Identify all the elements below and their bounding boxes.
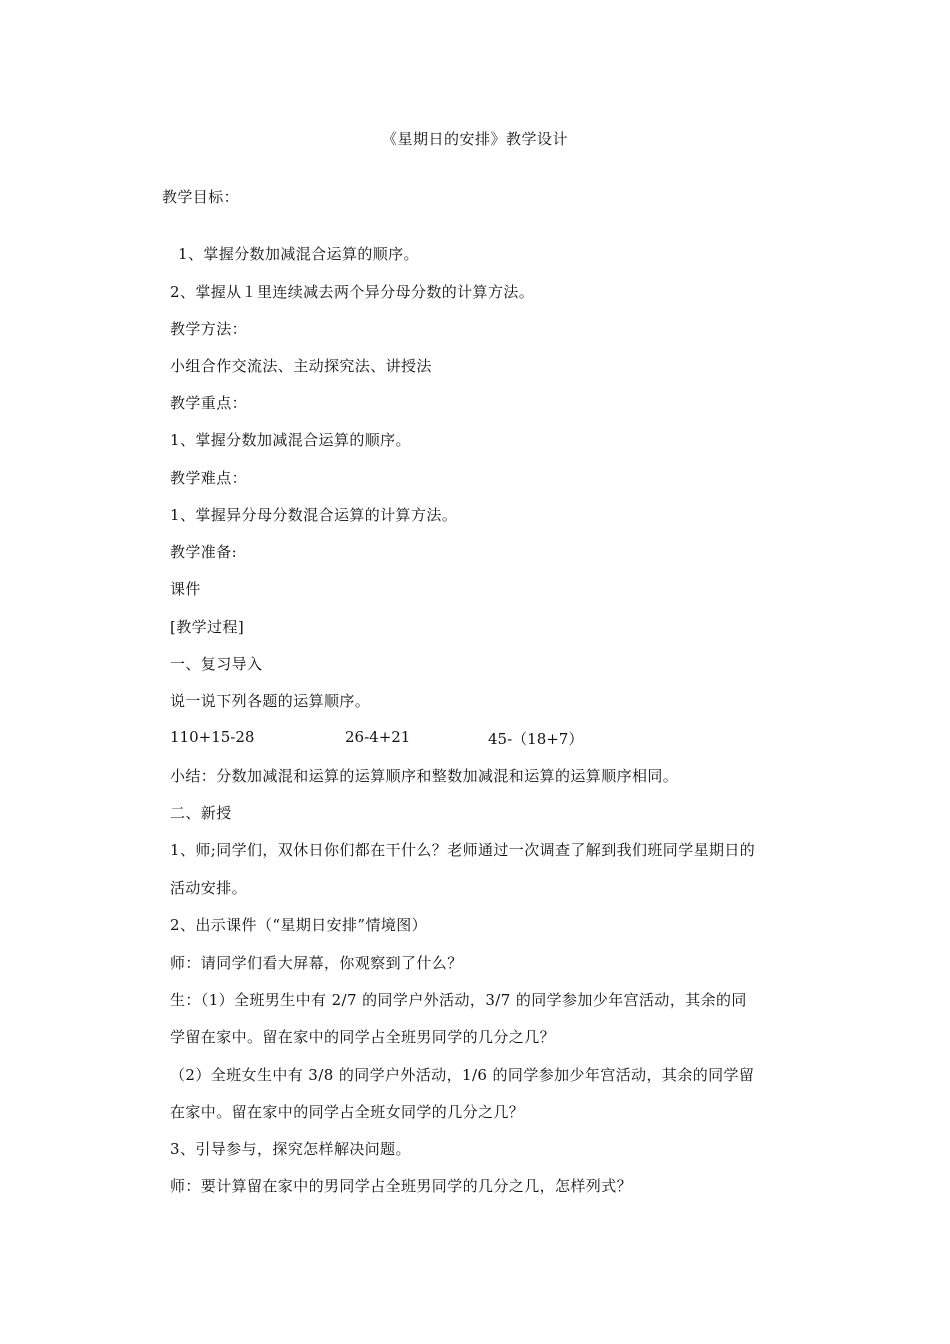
section-heading-process: [教学过程] bbox=[170, 618, 245, 636]
paragraph-line: （2）全班女生中有 3/8 的同学户外活动，1/6 的同学参加少年宫活动，其余的同学留 bbox=[170, 1066, 755, 1084]
review-instruction: 说一说下列各题的运算顺序。 bbox=[170, 692, 371, 710]
section-heading-methods: 教学方法： bbox=[170, 320, 248, 338]
paragraph-line: 师：要计算留在家中的男同学占全班男同学的几分之几，怎样列式？ bbox=[170, 1177, 633, 1195]
paragraph-line: 活动安排。 bbox=[170, 879, 248, 897]
section-heading-preparation: 教学准备: bbox=[170, 543, 238, 561]
subsection-new-lesson: 二、新授 bbox=[170, 804, 232, 822]
methods-text: 小组合作交流法、主动探究法、讲授法 bbox=[170, 357, 432, 375]
expression-3: 45-（18+7） bbox=[488, 730, 584, 748]
paragraph-line: 3、引导参与，探究怎样解决问题。 bbox=[170, 1140, 411, 1158]
paragraph-line: 在家中。留在家中的同学占全班女同学的几分之几？ bbox=[170, 1103, 525, 1121]
summary-text: 小结：分数加减混和运算的运算顺序和整数加减混和运算的运算顺序相同。 bbox=[170, 767, 679, 785]
paragraph-line: 学留在家中。留在家中的同学占全班男同学的几分之几？ bbox=[170, 1028, 556, 1046]
objective-item: 1、掌握分数加减混合运算的顺序。 bbox=[178, 245, 419, 263]
difficulty-item: 1、掌握异分母分数混合运算的计算方法。 bbox=[170, 506, 458, 524]
paragraph-line: 1、师;同学们，双休日你们都在干什么？老师通过一次调查了解到我们班同学星期日的 bbox=[170, 841, 756, 859]
expression-1: 110+15-28 bbox=[170, 728, 255, 746]
preparation-text: 课件 bbox=[170, 580, 201, 598]
paragraph-line: 2、出示课件（“星期日安排”情境图） bbox=[170, 916, 428, 934]
section-heading-difficulties: 教学难点： bbox=[170, 469, 248, 487]
key-point-item: 1、掌握分数加减混合运算的顺序。 bbox=[170, 431, 411, 449]
objective-item: 2、掌握从１里连续减去两个异分母分数的计算方法。 bbox=[170, 283, 535, 301]
document-title: 《星期日的安排》教学设计 bbox=[381, 130, 568, 148]
section-heading-key-points: 教学重点： bbox=[170, 394, 248, 412]
section-heading-objectives: 教学目标： bbox=[162, 188, 240, 206]
expression-2: 26-4+21 bbox=[345, 728, 411, 746]
subsection-review: 一、复习导入 bbox=[170, 655, 263, 673]
paragraph-line: 师：请同学们看大屏幕，你观察到了什么？ bbox=[170, 954, 463, 972]
paragraph-line: 生：（1）全班男生中有 2/7 的同学户外活动，3/7 的同学参加少年宫活动，其余的同 bbox=[170, 991, 747, 1009]
